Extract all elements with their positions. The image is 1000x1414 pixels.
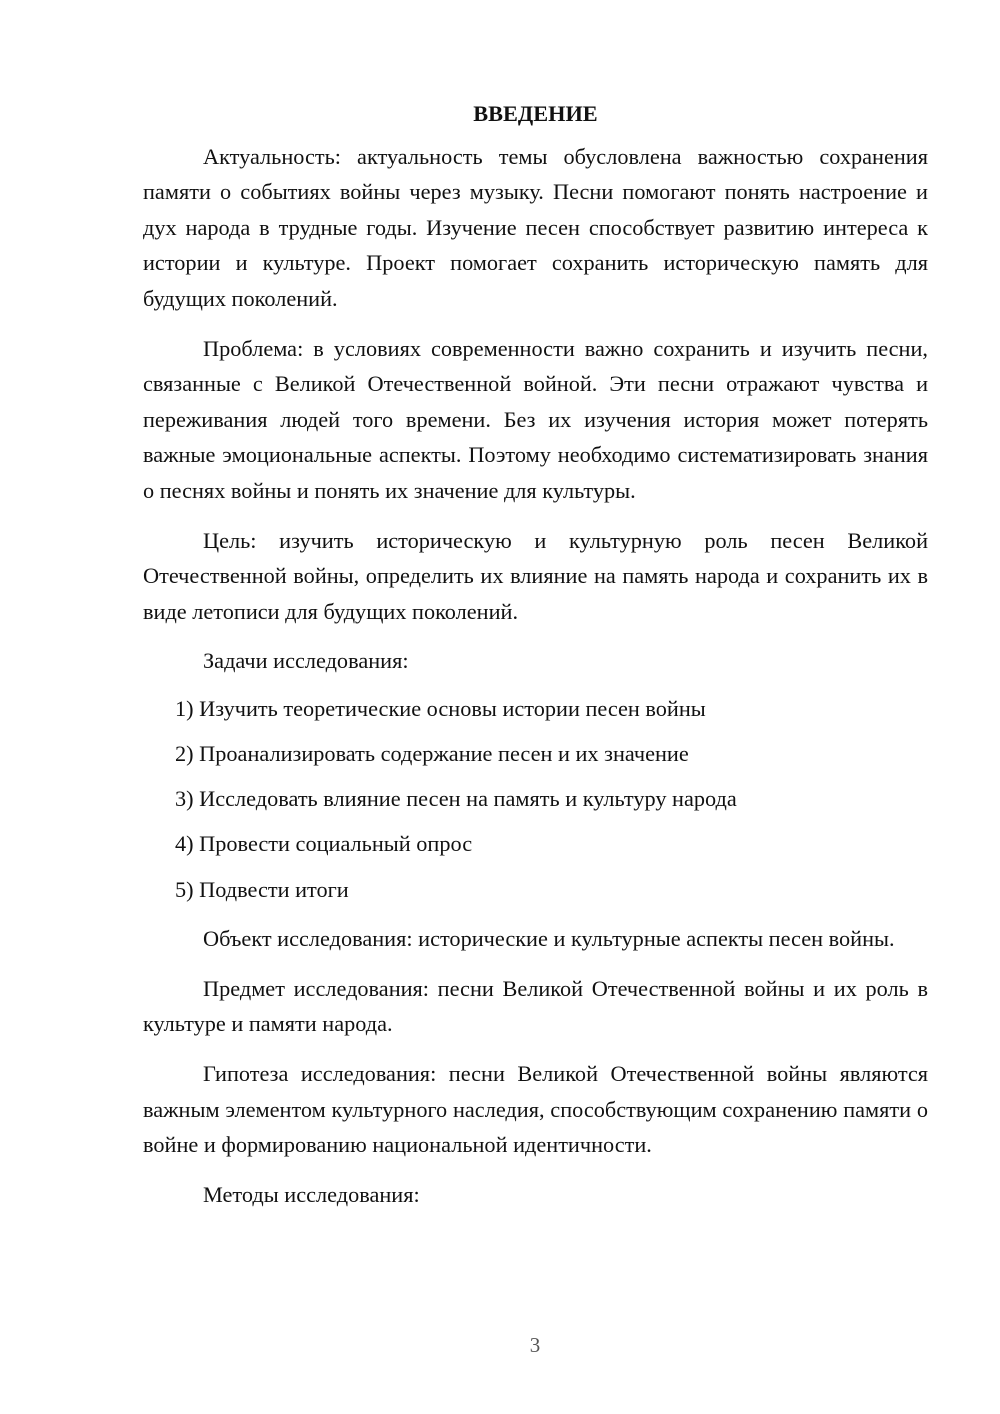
relevance-paragraph: Актуальность: актуальность темы обусловлена важностью сохранения памяти о событиях войны через музыку. Песни помогают понять настроение и дух народа в трудные годы. Изучение песен способствует развитию интереса к истории и культуре. Проект помогает сохранить историческую память для будущих поколений. (143, 143, 928, 311)
page-number: 3 (529, 1333, 541, 1357)
tasks-list (143, 691, 928, 907)
task-item: 2) Проанализировать содержание песен и их значение (175, 741, 689, 767)
task-item: 4) Провести социальный опрос (175, 831, 473, 857)
task-item: 5) Подвести итоги (175, 876, 349, 902)
problem-paragraph: Проблема: в условиях современности важно сохранить и изучить песни, связанные с Великой Отечественной войной. Эти песни отражают чувства и переживания людей того времени. Без их изучения история может потерять важные эмоциональные аспекты. Поэтому необходимо систематизировать знания о песнях войны и понять их значение для культуры. (143, 335, 928, 503)
tasks-heading: Задачи исследования: (203, 648, 409, 674)
page-title: ВВЕДЕНИЕ (473, 101, 598, 126)
page-content (143, 96, 928, 1224)
subject-paragraph: Предмет исследования: песни Великой Отечественной войны и их роль в культуре и памяти народа. (143, 975, 928, 1037)
task-item: 3) Исследовать влияние песен на память и культуру народа (175, 786, 737, 812)
methods-heading: Методы исследования: (203, 1181, 420, 1207)
object-paragraph: Объект исследования: исторические и культурные аспекты песен войны. (203, 926, 895, 952)
hypothesis-paragraph: Гипотеза исследования: песни Великой Отечественной войны являются важным элементом культурного наследия, способствующим сохранению памяти о войне и формированию национальной идентичности. (143, 1061, 928, 1158)
task-item: 1) Изучить теоретические основы истории песен войны (175, 695, 706, 721)
goal-paragraph: Цель: изучить историческую и культурную роль песен Великой Отечественной войны, определить их влияние на память народа и сохранить их в виде летописи для будущих поколений. (143, 527, 928, 624)
